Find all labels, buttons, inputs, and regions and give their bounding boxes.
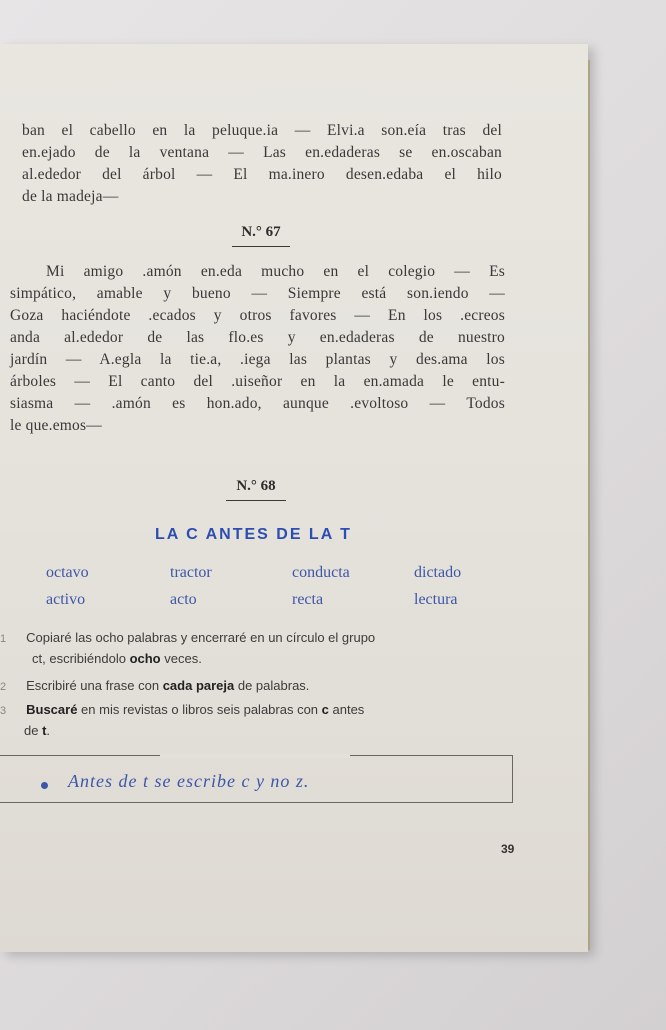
- exercise-text: de: [24, 723, 43, 738]
- vocabulary-word: activo: [46, 591, 86, 608]
- rule-box-gap: [160, 754, 350, 758]
- text-line: anda al.ededor de las flo.es y en.edaderas de nuestro: [10, 329, 505, 346]
- text-line: Mi amigo .amón en.eda mucho en el colegio — Es: [46, 263, 505, 280]
- vocabulary-word: lectura: [414, 591, 458, 608]
- vocabulary-word: dictado: [414, 564, 462, 581]
- text-line: Goza haciéndote .ecados y otros favores — En los .ecreos: [10, 307, 505, 324]
- top-paragraph: [22, 120, 502, 208]
- exercise-text: Copiaré las ocho palabras y encerraré en un círculo el grupo: [26, 630, 376, 645]
- exercise-3: [0, 700, 520, 741]
- page-number: 39: [501, 842, 515, 856]
- text-line: simpático, amable y bueno — Siempre está son.iendo —: [10, 285, 505, 302]
- section-number-text: N.° 67: [241, 224, 281, 240]
- vocabulary-word: tractor: [170, 564, 212, 581]
- exercise-number: 3: [0, 705, 7, 717]
- exercise-1: [0, 628, 520, 669]
- text-line: de la madeja—: [22, 188, 119, 205]
- exercise-2: [0, 676, 520, 697]
- text-line: jardín — A.egla la tie.a, .iega las plantas y des.ama los: [10, 351, 505, 368]
- book-page: [0, 44, 588, 952]
- exercise-text: antes: [328, 702, 365, 717]
- exercise-text: .: [46, 723, 51, 738]
- exercise-number: 2: [0, 681, 7, 693]
- vocabulary-word: acto: [170, 591, 197, 608]
- exercise-emphasis: cada pareja: [162, 678, 235, 693]
- exercise-emphasis: ocho: [129, 651, 161, 666]
- exercise-text: Escribiré una frase con: [26, 678, 163, 693]
- bullet-dot-icon: [41, 782, 48, 789]
- exercise-emphasis: c: [321, 702, 329, 717]
- lesson-heading: LA C ANTES DE LA T: [155, 526, 352, 543]
- exercise-text: ct, escribiéndolo: [32, 651, 130, 666]
- vocabulary-word: recta: [292, 591, 324, 608]
- exercise-emphasis: Buscaré: [26, 702, 78, 717]
- section-number-68: [226, 478, 286, 495]
- text-line: árboles — El canto del .uiseñor en la en.amada le entu-: [10, 373, 505, 390]
- exercise-text: de palabras.: [234, 678, 310, 693]
- vocabulary-word: octavo: [46, 564, 89, 581]
- paragraph-67: [10, 261, 505, 437]
- exercise-text: veces.: [160, 651, 202, 666]
- vocabulary-word: conducta: [292, 564, 350, 581]
- text-line: en.ejado de la ventana — Las en.edaderas se en.oscaban: [22, 144, 502, 161]
- exercise-number: 1: [0, 633, 7, 645]
- text-line: ban el cabello en la peluque.ia — Elvi.a son.eía tras del: [22, 122, 502, 139]
- section-number-67: [232, 224, 290, 241]
- spelling-rule: Antes de t se escribe c y no z.: [68, 771, 310, 791]
- section-underline: [232, 246, 290, 247]
- text-line: siasma — .amón es hon.ado, aunque .evoltoso — Todos: [10, 395, 505, 412]
- exercise-text: en mis revistas o libros seis palabras con: [77, 702, 322, 717]
- section-underline: [226, 500, 286, 501]
- text-line: le que.emos—: [10, 417, 102, 434]
- text-line: al.ededor del árbol — El ma.inero desen.edaba el hilo: [22, 166, 502, 183]
- section-number-text: N.° 68: [236, 478, 276, 494]
- exercise-emphasis: t: [42, 723, 47, 738]
